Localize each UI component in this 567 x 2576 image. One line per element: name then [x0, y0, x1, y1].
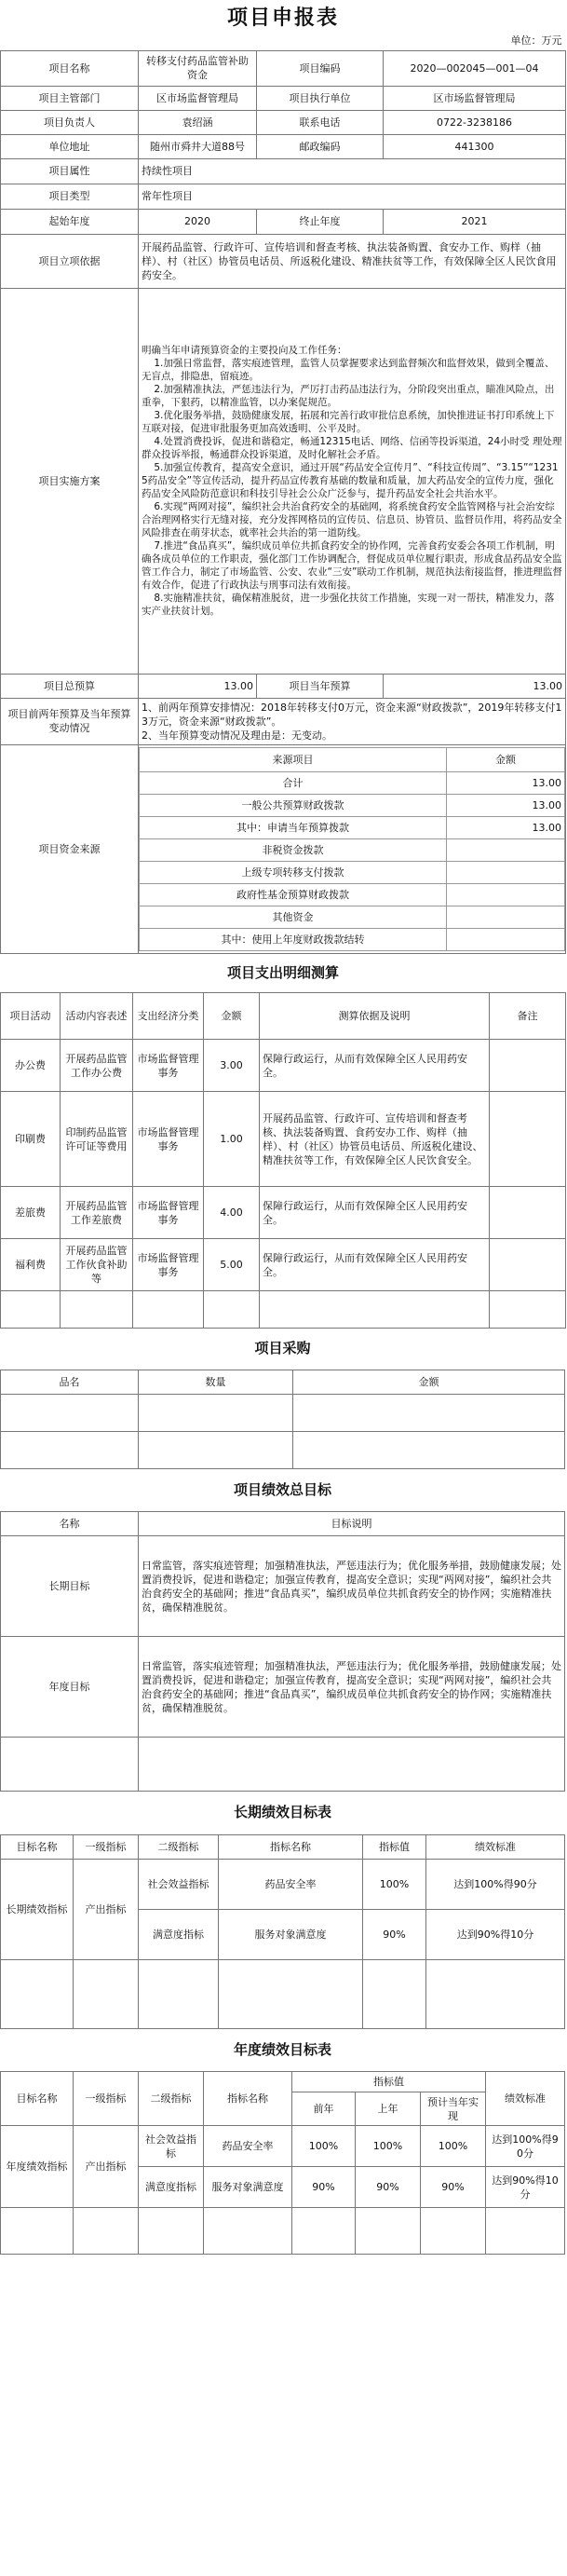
long-perf-level1: 产出指标	[74, 1859, 139, 1959]
source-row-amount	[447, 838, 565, 861]
source-row-amount	[447, 883, 565, 906]
expense-activity: 办公费	[1, 1040, 61, 1092]
source-header-amount: 金额	[447, 747, 565, 771]
address-value: 随州市舜井大道88号	[139, 134, 257, 158]
plan-label: 项目实施方案	[1, 288, 139, 674]
cur-budget-value: 13.00	[384, 674, 566, 698]
source-header-name: 来源项目	[140, 747, 447, 771]
postcode-label: 邮政编码	[257, 134, 384, 158]
source-row-name: 政府性基金预算财政拨款	[140, 883, 447, 906]
type-label: 项目类型	[1, 184, 139, 209]
year-perf-subheader: 预计当年实现	[421, 2092, 486, 2126]
history-label: 项目前两年预算及当年预算变动情况	[1, 698, 139, 744]
source-row-name: 一般公共预算财政拨款	[140, 794, 447, 816]
expense-amount: 3.00	[204, 1040, 260, 1092]
table-row	[1, 1092, 566, 1187]
expense-header: 金额	[204, 993, 260, 1040]
long-perf-header: 二级指标	[139, 1834, 219, 1859]
table-row	[1, 1040, 566, 1092]
purchase-header: 金额	[293, 1370, 565, 1394]
expense-amount: 4.00	[204, 1187, 260, 1239]
expense-note	[490, 1092, 566, 1187]
source-label: 项目资金来源	[1, 744, 139, 953]
source-row-name: 其中：申请当年预算拨款	[140, 816, 447, 838]
basic-info-table	[0, 0, 566, 954]
budget-label: 项目总预算	[1, 674, 139, 698]
year-perf-cur: 90%	[421, 2167, 486, 2208]
year-perf-level2: 社会效益指标	[139, 2126, 204, 2167]
purchase-header: 品名	[1, 1370, 139, 1394]
attr-value: 持续性项目	[139, 158, 566, 184]
project-name-label: 项目名称	[1, 50, 139, 86]
long-perf-level2: 社会效益指标	[139, 1859, 219, 1909]
expense-header: 活动内容表述	[61, 993, 133, 1040]
history-value: 1、前两年预算安排情况：2018年转移支付0万元，资金来源“财政拨款”，2019年转移支付13万元，资金来源“财政拨款”。 2、当年预算变动情况及理由是：无变动。	[139, 698, 566, 744]
expense-activity: 印刷费	[1, 1092, 61, 1187]
year-target-text: 日常监管，落实痕迹管理；加强精准执法，严惩违法行为；优化服务举措，鼓励健康发展；处置消费投诉，促进和谐稳定；加强宣传教育，提高安全意识；实现“两网对接”，编织社会共治食药安全的基础网；推进“食品真买”，编织成员单位共抓食药安全的协作网；实施精准扶贫，确保精准脱贫。	[139, 1637, 565, 1738]
table-row	[1, 2126, 565, 2167]
purchase-table	[0, 1329, 565, 1469]
source-table	[139, 747, 565, 951]
source-row-name: 上级专项转移支付拨款	[140, 861, 447, 883]
perf-total-table	[0, 1469, 565, 1792]
source-row-name: 合计	[140, 771, 447, 794]
expense-content: 印制药品监管许可证等费用	[61, 1092, 133, 1187]
expense-note	[490, 1040, 566, 1092]
long-perf-value: 90%	[363, 1909, 426, 1959]
end-year-value: 2021	[384, 209, 566, 234]
project-code-label: 项目编码	[257, 50, 384, 86]
source-row-name: 非税资金拨款	[140, 838, 447, 861]
year-perf-table	[0, 2029, 565, 2256]
perf-total-header: 名称	[1, 1512, 139, 1536]
expense-amount: 5.00	[204, 1239, 260, 1291]
year-perf-prev1: 100%	[356, 2126, 421, 2167]
expense-amount: 1.00	[204, 1092, 260, 1187]
attr-label: 项目属性	[1, 158, 139, 184]
year-perf-header: 绩效标准	[486, 2072, 565, 2126]
table-row	[1, 1239, 566, 1291]
basis-label: 项目立项依据	[1, 234, 139, 288]
unit-label: 单位：万元	[510, 34, 562, 48]
long-perf-header: 指标值	[363, 1834, 426, 1859]
source-row-amount: 13.00	[447, 771, 565, 794]
plan-value: 明确当年申请预算资金的主要投向及工作任务： 1.加强日常监督，落实痕迹管理，监管人员掌握要求达到监督频次和监督效果，做到全覆盖、无盲点，排隐患，留痕迹。 2.加强精准执法，严惩违法行为，严厉打击药品违法行为，分阶段突出重点，瞄准风险点，出重拳，下狠药，以精准监管，以办案促规范。 3.优化服务举措，鼓励健康发展，拓展和完善行政审批信息系统，加快推进证书打印系统上下互联对接，促进审批服务更加高效透明、公平及时。 4.处置消费投诉，促进和谐稳定，畅通12315电话、网络、信函等投诉渠道，24小时受 理处理群众投诉举报，畅通群众投诉渠道，及时化解社会矛盾。 5.加强宣传教育，提高安全意识，通过开展“药品安全宣传月”、“科技宣传周”、“3.15”“12315药品安全”等宣传活动，提升药品宣传教育基础的数量和质量，加大药品安全的宣传力度，强化药品安全风险防范意识和科技引导社会公众广泛参与，提升药品安全社会共治水平。 6.实现“两网对接”，编织社会共治食药安全的基础网，将系统食药安全监管网格与社会治安综合治理网格实行无缝对接，充分发挥网格员的宣传员、信息员、协管员、监督员作用，将药品安全风险排查在萌芽状态，就率社会共治的第一道防线。 7.推进“食品真买”，编织成员单位共抓食药安全的协作网，完善食药安委会各项工作机制，明确各成员单位的工作职责，强化部门工作协调配合，督促成员单位履行职责，形成食品药品安全监管工作合力，制定了市场监管、公安、农业“三安”联动工作机制，规范执法衔接监督，推进理监督有效合作，促进了行政执法与刑事司法有效衔接。 8.实施精准扶贫，确保精准脱贫，进一步强化扶贫工作措施，实现一对一帮扶，精准发力，落实产业扶贫计划。	[139, 288, 566, 674]
source-row-name: 其他资金	[140, 906, 447, 928]
expense-note	[490, 1239, 566, 1291]
year-target-label: 年度目标	[1, 1637, 139, 1738]
year-perf-name: 服务对象满意度	[204, 2167, 292, 2208]
long-perf-standard: 达到90%得10分	[426, 1909, 565, 1959]
expense-header: 项目活动	[1, 993, 61, 1040]
start-year-value: 2020	[139, 209, 257, 234]
source-row-amount: 13.00	[447, 816, 565, 838]
expense-content: 开展药品监管工作差旅费	[61, 1187, 133, 1239]
expense-header: 测算依据及说明	[260, 993, 490, 1040]
year-perf-subheader: 前年	[292, 2092, 356, 2126]
phone-value: 0722-3238186	[384, 110, 566, 134]
project-name-value: 转移支付药品监管补助资金	[139, 50, 257, 86]
expense-note	[490, 1187, 566, 1239]
expense-table	[0, 954, 566, 1329]
expense-category: 市场监督管理事务	[133, 1040, 204, 1092]
expense-basis: 保障行政运行，从而有效保障全区人民用药安全。	[260, 1040, 490, 1092]
basis-value: 开展药品监管、行政许可、宣传培训和督查考核、执法装备购置、食安办工作、购样（抽样）、村（社区）协管员电话员、所返税化建设、精准扶贫等工作，有效保障全区人民饮食用药安全。	[139, 234, 566, 288]
long-perf-header: 绩效标准	[426, 1834, 565, 1859]
budget-value: 13.00	[139, 674, 257, 698]
source-row-amount	[447, 906, 565, 928]
end-year-label: 终止年度	[257, 209, 384, 234]
long-perf-name: 药品安全率	[219, 1859, 363, 1909]
expense-category: 市场监督管理事务	[133, 1187, 204, 1239]
year-perf-title: 年度绩效目标表	[233, 2040, 331, 2058]
long-target-label: 长期目标	[1, 1536, 139, 1637]
long-target-text: 日常监管，落实痕迹管理；加强精准执法，严惩违法行为；优化服务举措，鼓励健康发展；处置消费投诉，促进和谐稳定；加强宣传教育，提高安全意识；实现“两网对接”，编织社会共治食药安全的基础网；推进“食品真买”，编织成员单位共抓食药安全的协作网；实施精准扶贫，确保精准脱贫。	[139, 1536, 565, 1637]
perf-total-title: 项目绩效总目标	[233, 1480, 331, 1498]
long-perf-name: 服务对象满意度	[219, 1909, 363, 1959]
cur-budget-label: 项目当年预算	[257, 674, 384, 698]
year-perf-standard: 达到90%得10分	[486, 2167, 565, 2208]
year-perf-subheader: 上年	[356, 2092, 421, 2126]
year-perf-level2: 满意度指标	[139, 2167, 204, 2208]
long-perf-standard: 达到100%得90分	[426, 1859, 565, 1909]
dept-value: 区市场监督管理局	[139, 86, 257, 110]
start-year-label: 起始年度	[1, 209, 139, 234]
phone-label: 联系电话	[257, 110, 384, 134]
year-perf-prev2: 100%	[292, 2126, 356, 2167]
year-perf-prev2: 90%	[292, 2167, 356, 2208]
expense-header: 支出经济分类	[133, 993, 204, 1040]
year-perf-name: 药品安全率	[204, 2126, 292, 2167]
source-row-amount: 13.00	[447, 794, 565, 816]
long-perf-header: 一级指标	[74, 1834, 139, 1859]
address-label: 单位地址	[1, 134, 139, 158]
table-row	[1, 1859, 565, 1909]
expense-category: 市场监督管理事务	[133, 1092, 204, 1187]
year-perf-cur: 100%	[421, 2126, 486, 2167]
exec-unit-label: 项目执行单位	[257, 86, 384, 110]
year-perf-header: 一级指标	[74, 2072, 139, 2126]
source-cell	[139, 744, 566, 953]
expense-header: 备注	[490, 993, 566, 1040]
perf-total-header: 目标说明	[139, 1512, 565, 1536]
year-perf-standard: 达到100%得90分	[486, 2126, 565, 2167]
leader-value: 袁绍涵	[139, 110, 257, 134]
expense-activity: 福利费	[1, 1239, 61, 1291]
dept-label: 项目主管部门	[1, 86, 139, 110]
year-perf-level1: 产出指标	[74, 2126, 139, 2208]
long-perf-title: 长期绩效目标表	[233, 1804, 331, 1821]
expense-title: 项目支出明细测算	[227, 963, 340, 981]
project-code-value: 2020—002045—001—04	[384, 50, 566, 86]
year-perf-header: 目标名称	[1, 2072, 74, 2126]
year-perf-header: 二级指标	[139, 2072, 204, 2126]
purchase-title: 项目采购	[254, 1340, 311, 1357]
long-perf-table	[0, 1792, 565, 2029]
expense-content: 开展药品监管工作办公费	[61, 1040, 133, 1092]
source-row-amount	[447, 861, 565, 883]
postcode-value: 441300	[384, 134, 566, 158]
long-perf-target-name: 长期绩效指标	[1, 1859, 74, 1959]
expense-content: 开展药品监管工作伙食补助等	[61, 1239, 133, 1291]
exec-unit-value: 区市场监督管理局	[384, 86, 566, 110]
expense-activity: 差旅费	[1, 1187, 61, 1239]
purchase-header: 数量	[139, 1370, 293, 1394]
year-perf-header: 指标值	[292, 2072, 486, 2092]
source-row-name: 其中：使用上年度财政拨款结转	[140, 928, 447, 950]
expense-basis: 保障行政运行，从而有效保障全区人民用药安全。	[260, 1239, 490, 1291]
long-perf-value: 100%	[363, 1859, 426, 1909]
type-value: 常年性项目	[139, 184, 566, 209]
expense-basis: 保障行政运行，从而有效保障全区人民用药安全。	[260, 1187, 490, 1239]
leader-label: 项目负责人	[1, 110, 139, 134]
expense-basis: 开展药品监管、行政许可、宣传培训和督查考核、执法装备购置、食药安办工作、购样（抽样）、村（社区）协管员电话员、所返税化建设、精准扶贫等工作，有效保障全区人民饮食安全。	[260, 1092, 490, 1187]
long-perf-header: 目标名称	[1, 1834, 74, 1859]
year-perf-target-name: 年度绩效指标	[1, 2126, 74, 2208]
year-perf-header: 指标名称	[204, 2072, 292, 2126]
expense-category: 市场监督管理事务	[133, 1239, 204, 1291]
long-perf-level2: 满意度指标	[139, 1909, 219, 1959]
source-row-amount	[447, 928, 565, 950]
year-perf-prev1: 90%	[356, 2167, 421, 2208]
page-title: 项目申报表	[227, 6, 340, 30]
long-perf-header: 指标名称	[219, 1834, 363, 1859]
table-row	[1, 1187, 566, 1239]
